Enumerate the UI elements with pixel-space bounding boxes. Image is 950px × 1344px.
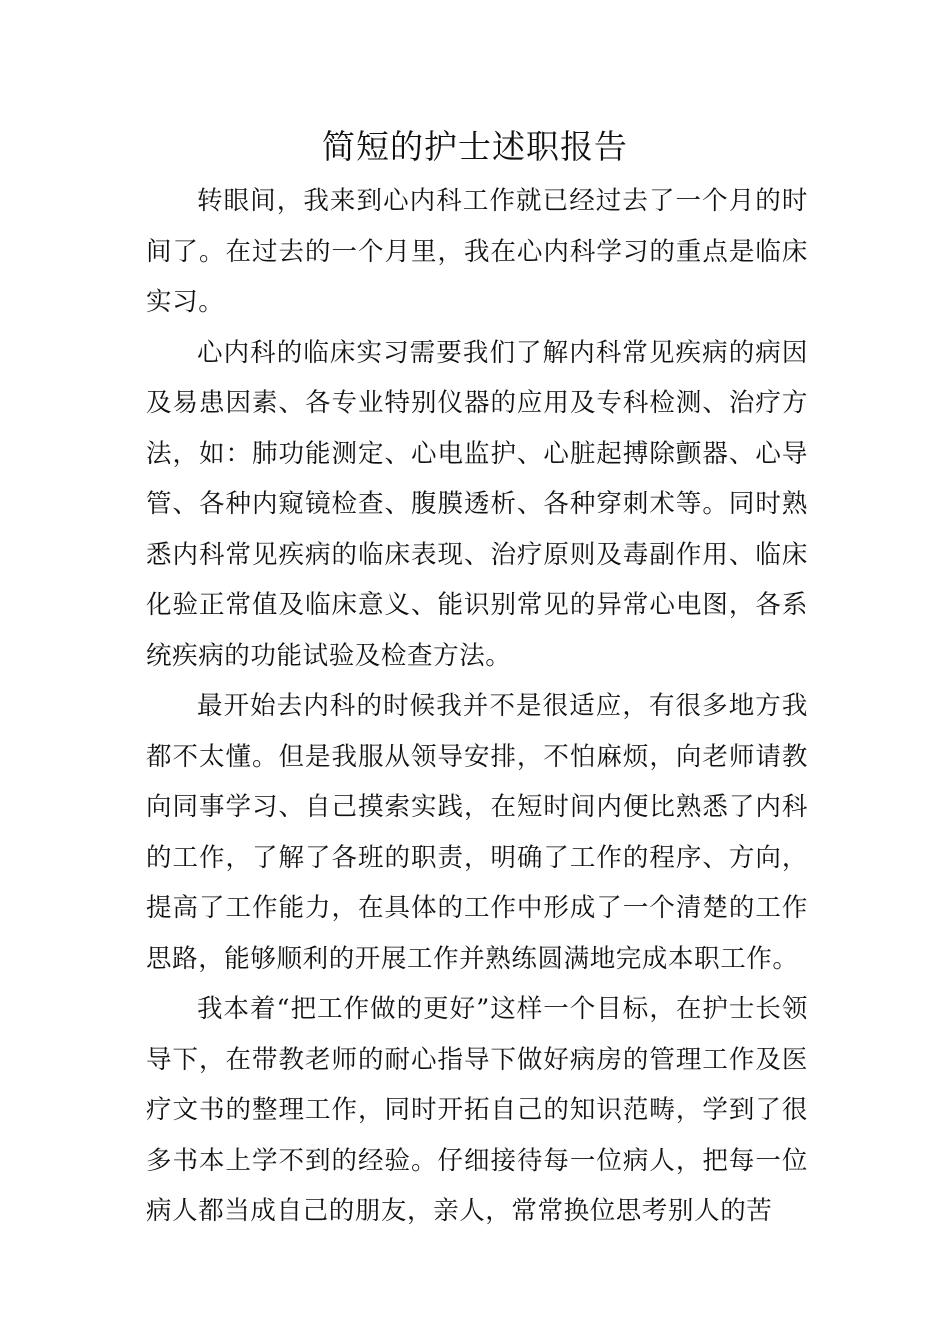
paragraph-3: 最开始去内科的时候我并不是很适应，有很多地方我都不太懂。但是我服从领导安排，不怕麻烦，向老师请教向同事学习、自己摸索实践，在短时间内便比熟悉了内科的工作，了解了各班的职责，明确了工作的程序、方向，提高了工作能力，在具体的工作中形成了一个清楚的工作思路，能够顺利的开展工作并熟练圆满地完成本职工作。 xyxy=(146,691,808,974)
paragraph-2: 心内科的临床实习需要我们了解内科常见疾病的病因及易患因素、各专业特别仪器的应用及专科检测、治疗方法，如：肺功能测定、心电监护、心脏起搏除颤器、心导管、各种内窥镜检查、腹膜透析、各种穿刺术等。同时熟悉内科常见疾病的临床表现、治疗原则及毒副作用、临床化验正常值及临床意义、能识别常见的异常心电图，各系统疾病的功能试验及检查方法。 xyxy=(146,337,808,671)
document-title: 简短的护士述职报告 xyxy=(322,127,628,166)
paragraph-1: 转眼间，我来到心内科工作就已经过去了一个月的时间了。在过去的一个月里，我在心内科学习的重点是临床实习。 xyxy=(146,186,808,317)
paragraph-4: 我本着“把工作做的更好”这样一个目标，在护士长领导下，在带教老师的耐心指导下做好病房的管理工作及医疗文书的整理工作，同时开拓自己的知识范畴，学到了很多书本上学不到的经验。仔细接待每一位病人，把每一位病人都当成自己的朋友，亲人，常常换位思考别人的苦 xyxy=(146,994,808,1226)
document-body xyxy=(146,176,808,1237)
